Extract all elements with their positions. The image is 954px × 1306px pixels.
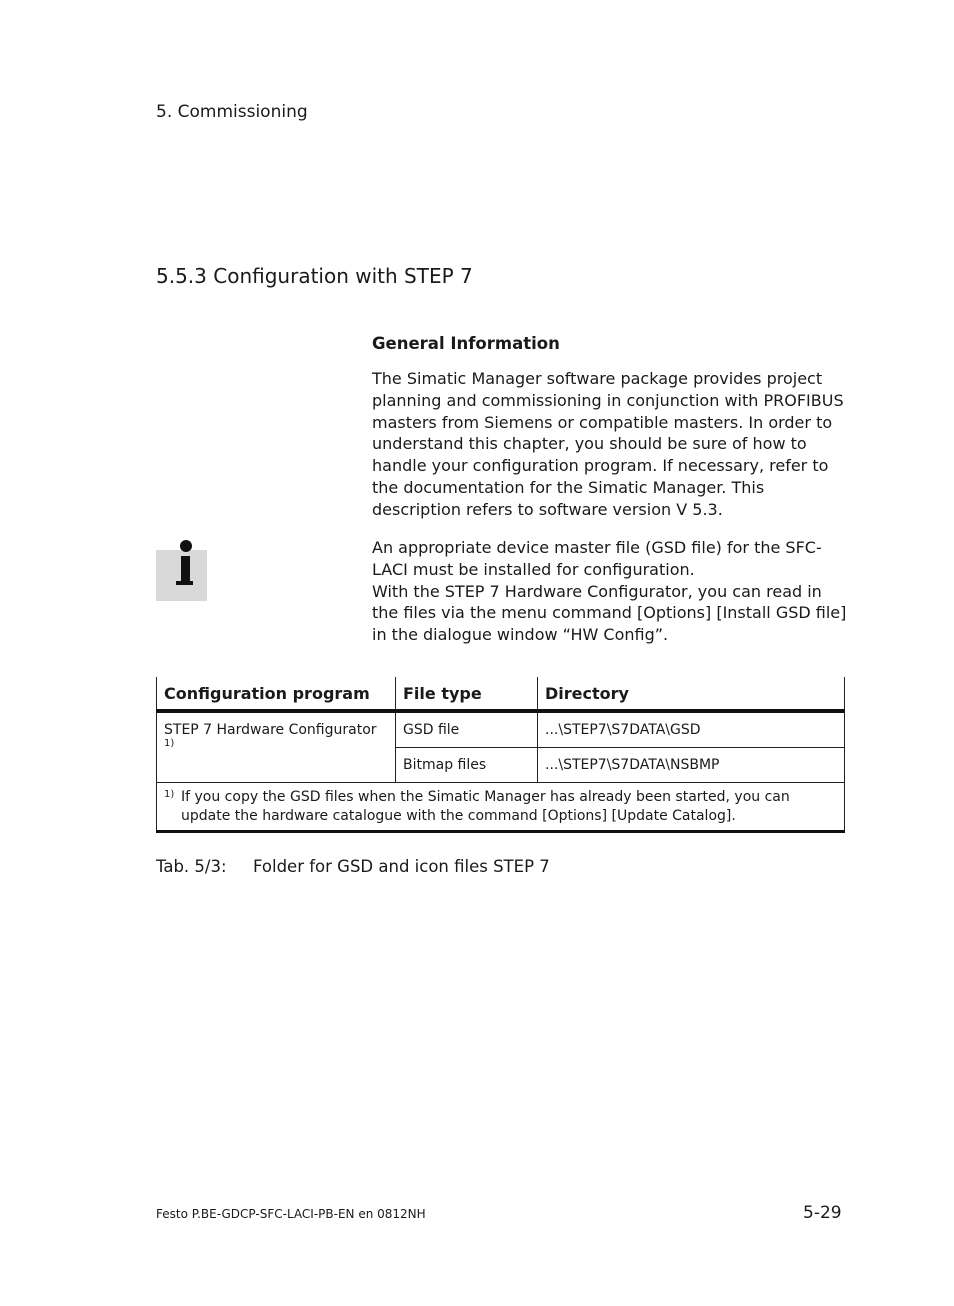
table-row xyxy=(157,711,845,748)
table-footnote-row xyxy=(157,783,845,832)
table-caption-text: Folder for GSD and icon files STEP 7 xyxy=(253,857,550,876)
program-footnote-mark: 1) xyxy=(164,738,175,749)
footnote-mark: 1) xyxy=(164,789,175,800)
program-cell xyxy=(157,711,396,783)
table-header-row xyxy=(157,677,845,711)
column-header-directory: Directory xyxy=(538,677,845,711)
chapter-header: 5. Commissioning xyxy=(156,102,308,122)
table-caption-label: Tab. 5/3: xyxy=(156,857,227,876)
file-type-cell: GSD file xyxy=(396,711,538,748)
page-number: 5-29 xyxy=(803,1203,842,1223)
column-header-program: Configuration program xyxy=(157,677,396,711)
directory-cell: ...\STEP7\S7DATA\NSBMP xyxy=(538,748,845,783)
info-note-line-1: An appropriate device master file (GSD file) for the SFC-LACI must be installed for configuration. xyxy=(372,538,822,579)
file-type-cell: Bitmap files xyxy=(396,748,538,783)
column-header-file-type: File type xyxy=(396,677,538,711)
gsd-folder-table xyxy=(156,677,845,833)
info-note-line-2: With the STEP 7 Hardware Configurator, you can read in the files via the menu command [Options] [Install GSD file] in the dialogue window “HW Config”. xyxy=(372,581,847,645)
footer-document-id: Festo P.BE-GDCP-SFC-LACI-PB-EN en 0812NH xyxy=(156,1207,426,1221)
program-name: STEP 7 Hardware Configurator xyxy=(164,722,377,738)
table-footnote xyxy=(157,783,845,832)
section-title: 5.5.3 Configuration with STEP 7 xyxy=(156,264,473,288)
intro-paragraph: The Simatic Manager software package provides project planning and commissioning in conjunction with PROFIBUS masters from Siemens or compatible masters. In order to understand this chapter, you should be sure of how to handle your configuration program. If necessary, refer to the documentation for the Simatic Manager. This description refers to software version V 5.3. xyxy=(372,369,844,519)
footnote-text: If you copy the GSD files when the Simatic Manager has already been started, you can update the hardware catalogue with the command [Options] [Update Catalog]. xyxy=(181,789,790,824)
subsection-heading: General Information xyxy=(372,334,560,353)
info-note xyxy=(372,537,847,646)
directory-cell: ...\STEP7\S7DATA\GSD xyxy=(538,711,845,748)
